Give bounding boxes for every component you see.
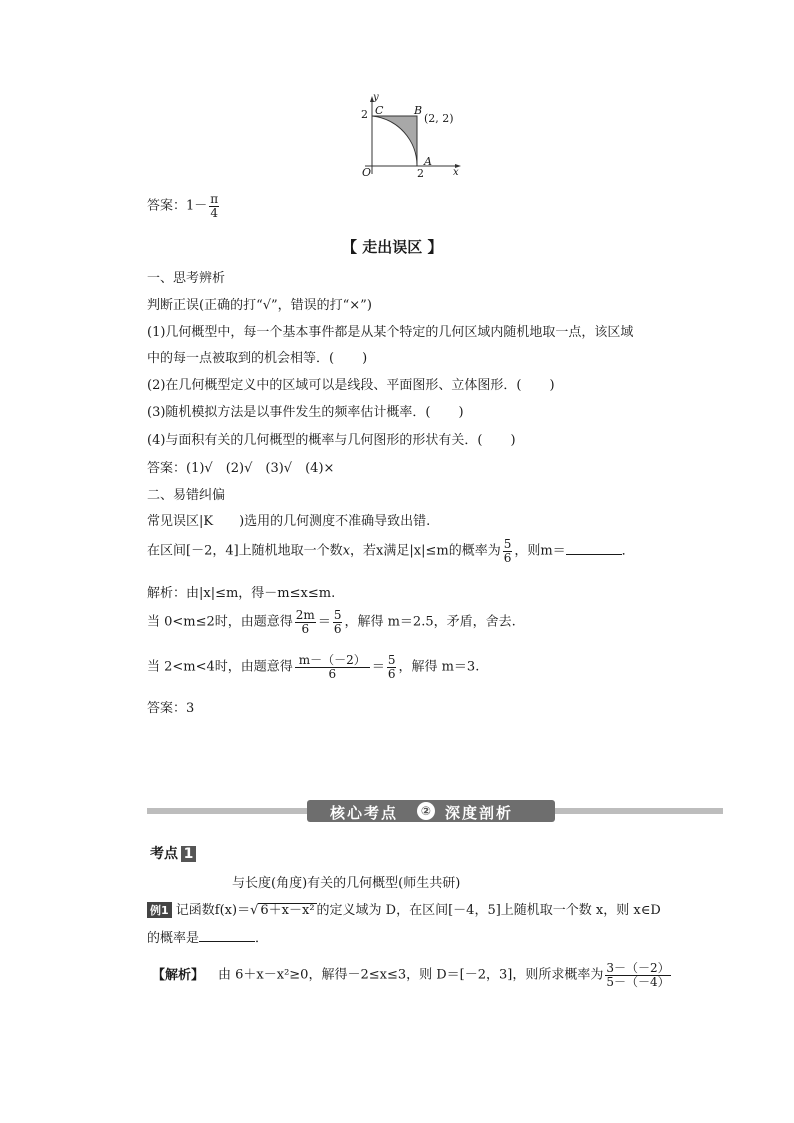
q-frac-den: 6 [503, 550, 512, 565]
item4-close-paren: ) [510, 433, 516, 448]
sol3-frac1 [295, 654, 370, 680]
example-line2 [147, 927, 268, 946]
shaded-region [372, 116, 417, 166]
analysis-frac-num: 3－（－2） [606, 961, 670, 975]
q-x: x [342, 543, 351, 559]
answer-1-den: 4 [210, 205, 219, 220]
solution-line1: 解析：由|x|≤m，得－m≤x≤m. [147, 586, 336, 601]
sol2-b: ，解得 m＝2.5，矛盾，舍去. [344, 614, 516, 630]
analysis-text: 由 6＋x－x²≥0，解得－2≤x≤3，则 D＝[－2，3]，则所求概率为 [218, 967, 604, 983]
q-end: ． [621, 543, 635, 559]
q-before: 在区间[－2，4]上随机地取一个数 [147, 543, 343, 559]
solution-line2 [147, 609, 516, 635]
sol3-frac2-den: 6 [387, 666, 396, 681]
sqrt-sign: √ [250, 903, 259, 918]
q-after: ，则m＝ [514, 543, 566, 559]
example-blank [199, 929, 255, 942]
sol2-frac1 [295, 609, 316, 635]
item4-text: (4)与面积有关的几何概型的概率与几何图形的形状有关．( [147, 433, 483, 448]
part1-answer: 答案：(1)√ (2)√ (3)√ (4)× [147, 461, 335, 476]
item2 [147, 374, 555, 393]
analysis-line [152, 962, 673, 988]
answer-1-prefix: 答案：1－ [147, 198, 208, 214]
label-2-x: 2 [417, 167, 424, 180]
y-axis-label: y [373, 92, 379, 103]
origin-label: O [362, 166, 372, 179]
kaodian-label [150, 843, 196, 863]
x-axis-label: x [453, 167, 459, 178]
analysis-fraction [605, 962, 670, 988]
kaodian-text: 考点 [150, 846, 178, 862]
item3 [147, 401, 464, 420]
q-frac-num: 5 [503, 537, 512, 551]
kaodian-title: 与长度(角度)有关的几何概型(师生共研) [232, 876, 461, 891]
sol2-frac2-num: 5 [333, 608, 342, 622]
sol2-frac2-den: 6 [333, 621, 342, 636]
item2-text: (2)在几何概型定义中的区域可以是线段、平面图形、立体图形．( [147, 378, 522, 393]
item1-close-paren: ) [362, 351, 368, 366]
point-b-coord: (2, 2) [424, 112, 454, 125]
part2-question [147, 538, 635, 564]
q-mid: ，若 [350, 543, 377, 559]
sol2-frac2 [333, 609, 343, 635]
sol2-frac1-num: 2m [295, 608, 315, 622]
part2-subtitle: 常见误区|K )选用的几何测度不准确导致出错. [147, 514, 431, 529]
item4 [147, 429, 516, 448]
banner-left-text: 核心考点 [330, 804, 399, 822]
part2-heading: 二、易错纠偏 [147, 488, 226, 503]
sol3-frac1-num: m－（－2） [295, 654, 370, 668]
sol3-eq: ＝ [371, 659, 385, 675]
section-banner [147, 800, 723, 820]
banner-circle: ② [417, 802, 435, 820]
sol2-a: 当 0<m≤2时，由题意得 [147, 614, 293, 630]
example-text-b: 的定义域为 D，在区间[－4，5]上随机取一个数 x，则 x∈D [316, 903, 661, 918]
example-line1 [147, 899, 661, 918]
section-title: 【 走出误区 】 [342, 238, 443, 256]
geometry-figure [355, 94, 465, 184]
label-2-y: 2 [361, 108, 368, 121]
sol2-frac1-den: 6 [301, 621, 310, 636]
kaodian-number: 1 [181, 846, 196, 862]
sqrt-content: 6＋x－x² [260, 903, 315, 918]
answer-1-num: π [210, 192, 219, 206]
analysis-frac-den: 5－（－4） [606, 974, 670, 989]
item2-close-paren: ) [549, 378, 555, 393]
sol3-a: 当 2<m<4时，由题意得 [147, 659, 293, 675]
item1-line2-text: 中的每一点被取到的机会相等．( [147, 351, 335, 366]
banner-right-text: 深度剖析 [445, 804, 514, 822]
sol3-b: ，解得 m＝3. [398, 659, 480, 675]
item1-line1: (1)几何概型中，每一个基本事件都是从某个特定的几何区域内随机地取一点，该区域 [147, 325, 634, 340]
sol2-eq: ＝ [317, 614, 331, 630]
answer-1 [147, 193, 221, 219]
example-text-a: 记函数f(x)＝ [175, 903, 251, 918]
q-fraction [503, 538, 513, 564]
example-line2-text: 的概率是 [147, 931, 200, 946]
solution-line3 [147, 654, 479, 680]
part1-instruction: 判断正误(正确的打“√”，错误的打“×”) [147, 298, 372, 313]
example-line2-end: ． [255, 931, 269, 946]
point-c-label: C [375, 104, 384, 117]
example-tag: 例1 [147, 902, 172, 918]
point-b-label: B [414, 104, 423, 117]
analysis-label: 【解析】 [152, 967, 205, 983]
sol3-frac1-den: 6 [328, 666, 337, 681]
answer-blank [566, 542, 622, 555]
sol3-frac2 [387, 654, 397, 680]
item3-text: (3)随机模拟方法是以事件发生的频率估计概率．( [147, 405, 431, 420]
q-cond: x满足|x|≤m的概率为 [376, 543, 501, 559]
part1-heading: 一、思考辨析 [147, 271, 226, 286]
point-a-label: A [424, 155, 432, 168]
answer-1-fraction [209, 193, 219, 219]
item3-close-paren: ) [458, 405, 464, 420]
part2-answer: 答案：3 [147, 701, 195, 716]
item1-line2 [147, 347, 367, 366]
sol3-frac2-num: 5 [387, 653, 396, 667]
